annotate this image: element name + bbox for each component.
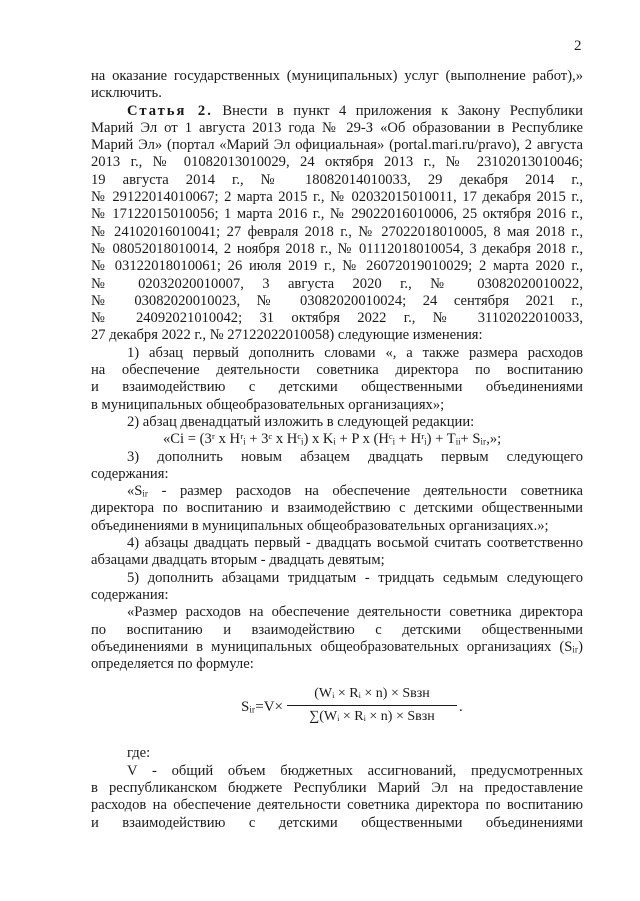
article-heading-line: [91, 103, 583, 120]
text-line: содержания:: [91, 586, 169, 603]
document-body: [91, 68, 583, 832]
text-line: 4) абзацы двадцать первый - двадцать восьмой считать соответственно: [127, 535, 583, 552]
text-line: Марий Эл» (портал «Марий Эл официальная» (portal.mari.ru/pravo), 2 августа: [91, 137, 583, 154]
text-line: № 03122018010061; 26 июля 2019 г., № 26072019010029; 2 марта 2020 г.,: [91, 258, 583, 275]
text-line: 19 августа 2014 г., № 18082014010033, 29 декабря 2014 г.,: [91, 171, 583, 188]
text-line: № 03082020010023, № 03082020010024; 24 сентября 2021 г.,: [91, 292, 583, 309]
text-line: № 17122015010056; 1 марта 2016 г., № 29022016010006, 25 октября 2016 г.,: [91, 206, 583, 223]
text-line: № 24092021010042; 31 октября 2022 г., № 31102022010033,: [91, 310, 583, 327]
text-line: содержания:: [91, 465, 169, 482]
text-line: в республиканском бюджете Республики Марий Эл на предоставление: [91, 779, 583, 796]
text-line: где:: [127, 745, 151, 762]
text-line: 2013 г., № 01082013010029, 24 октября 2013 г., № 23102013010046;: [91, 154, 583, 171]
formula-numerator: (Wᵢ × Rᵢ × n) × Sвзн: [287, 685, 457, 705]
formula-tail: .: [459, 699, 463, 716]
text-line: 5) дополнить абзацами тридцатым - тридцать седьмым следующего: [127, 569, 583, 586]
text-line: № 24102016010041; 27 февраля 2018 г., № 27022018010005, 8 мая 2018 г.,: [91, 223, 583, 240]
text-line: абзацами двадцать вторым - двадцать девятым;: [91, 552, 385, 569]
text-line: по воспитанию и взаимодействию с детскими общественными: [91, 621, 583, 638]
text-line: объединениями в муниципальных общеобразовательных организациях (Sᵢᵣ): [91, 638, 583, 655]
formula-sir: [91, 679, 583, 737]
formula-left: Sᵢᵣ=V×: [241, 699, 283, 716]
text-line: определяется по формуле:: [91, 656, 254, 673]
text-line: объединениями в муниципальных общеобразовательных организациях.»;: [91, 517, 549, 534]
text-line: 27 декабря 2022 г., № 27122022010058) следующие изменения:: [91, 327, 483, 344]
text-line: и взаимодействию с детскими общественными объединениями: [91, 379, 583, 396]
text-line: на оказание государственных (муниципальных) услуг (выполнение работ),»: [91, 68, 583, 84]
text-line: № 08052018010014, 2 ноября 2018 г., № 01112018010054, 3 декабря 2018 г.,: [91, 240, 583, 257]
text-span: Внести в пункт 4 приложения к Закону Республики: [212, 102, 583, 119]
formula-fraction: [287, 685, 457, 725]
text-line: Марий Эл от 1 августа 2013 года № 29-З «Об образовании в Республике: [91, 119, 583, 136]
text-line: «Размер расходов на обеспечение деятельности советника директора: [127, 604, 583, 621]
text-line: директора по воспитанию и взаимодействию с детскими общественными: [91, 500, 583, 517]
text-line: «Sᵢᵣ - размер расходов на обеспечение деятельности советника: [127, 483, 583, 500]
text-line: № 02032020010007, 3 августа 2020 г., № 03082020010022,: [91, 275, 583, 292]
page-number: 2: [574, 38, 582, 54]
text-line: V - общий объем бюджетных ассигнований, предусмотренных: [127, 762, 583, 779]
text-line: 3) дополнить новым абзацем двадцать первым следующего: [127, 448, 583, 465]
formula-ci: «Ci = (3ʳ x Hʳᵢ + 3ᶜ x Hᶜᵢ) x Kᵢ + P x (Hᶜᵢ + Hʳᵢ) + Tᵢᵢ+ Sᵢᵣ,»;: [163, 431, 502, 448]
formula-denominator: ∑(Wᵢ × Rᵢ × n) × Sвзн: [309, 708, 435, 724]
text-line: на обеспечение деятельности советника директора по воспитанию: [91, 362, 583, 379]
text-line: и взаимодействию с детскими общественными объединениями: [91, 814, 583, 831]
text-line: № 29122014010067; 2 марта 2015 г., № 02032015010011, 17 декабря 2015 г.,: [91, 189, 583, 206]
text-line: 1) абзац первый дополнить словами «, а также размера расходов: [127, 344, 583, 361]
article-label: Статья 2.: [127, 102, 213, 119]
text-line: исключить.: [91, 85, 162, 102]
text-line: в муниципальных общеобразовательных организациях»;: [91, 396, 445, 413]
text-line: 2) абзац двенадцатый изложить в следующей редакции:: [127, 413, 475, 430]
text-line: расходов на обеспечение деятельности советника директора по воспитанию: [91, 797, 583, 814]
